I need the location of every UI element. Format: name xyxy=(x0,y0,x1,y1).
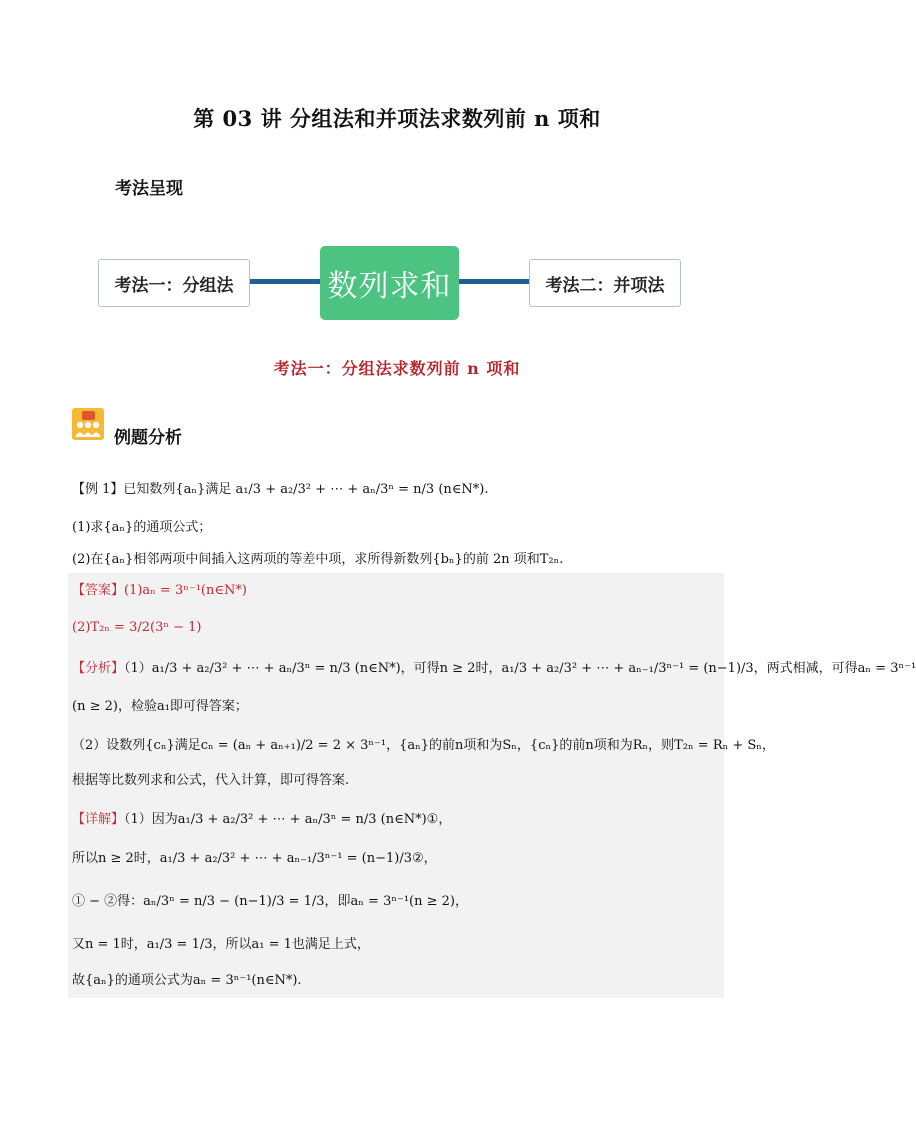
detail-text-1: （1）因为a₁/3 + a₂/3² + ⋯ + aₙ/3ⁿ = n/3 (n∈N*)①， xyxy=(124,812,452,827)
detail-tag: 【详解】 xyxy=(72,812,125,827)
method-section-title: 考法一：分组法求数列前 n 项和 xyxy=(273,359,521,378)
analysis-text-4: 根据等比数列求和公式，代入计算，即可得答案. xyxy=(72,773,350,788)
section-subhead: 考法呈现 xyxy=(115,179,183,199)
answer-tag: 【答案】 xyxy=(72,583,125,598)
answer-2: (2)T₂ₙ = 3/2(3ⁿ − 1) xyxy=(72,620,202,635)
mindmap-node-right: 考法二：并项法 xyxy=(529,259,681,307)
mindmap-node-left: 考法一：分组法 xyxy=(98,259,250,307)
question-2: (2)在{aₙ}相邻两项中间插入这两项的等差中项，求所得新数列{bₙ}的前 2n 项和T₂ₙ. xyxy=(72,552,564,567)
analysis-text-1: （1）a₁/3 + a₂/3² + ⋯ + aₙ/3ⁿ = n/3 (n∈N*)，可得n ≥ 2时，a₁/3 + a₂/3² + ⋯ + aₙ₋₁/3ⁿ⁻¹ = (n−1)/3，两式相减，可得aₙ = 3ⁿ⁻¹ xyxy=(124,661,916,676)
question-1: (1)求{aₙ}的通项公式； xyxy=(72,520,212,535)
analysis-tag: 【分析】 xyxy=(72,661,125,676)
detail-text-2: 所以n ≥ 2时，a₁/3 + a₂/3² + ⋯ + aₙ₋₁/3ⁿ⁻¹ = (n−1)/3②， xyxy=(72,851,437,866)
analysis-line-1 xyxy=(72,659,916,679)
example-analysis-heading: 例题分析 xyxy=(114,428,182,448)
analysis-text-2: (n ≥ 2)，检验a₁即可得答案； xyxy=(72,699,248,714)
detail-text-5: 故{aₙ}的通项公式为aₙ = 3ⁿ⁻¹(n∈N*). xyxy=(72,973,302,988)
answer-line-1 xyxy=(72,581,247,601)
teacher-icon xyxy=(72,408,104,440)
answer-1: (1)aₙ = 3ⁿ⁻¹(n∈N*) xyxy=(124,583,247,598)
detail-text-4: 又n = 1时，a₁/3 = 1/3，所以a₁ = 1也满足上式， xyxy=(72,937,370,952)
mindmap-node-center: 数列求和 xyxy=(320,246,459,320)
example-statement: 【例 1】已知数列{aₙ}满足 a₁/3 + a₂/3² + ⋯ + aₙ/3ⁿ = n/3 (n∈N*). xyxy=(72,482,489,497)
detail-text-3: ① − ②得：aₙ/3ⁿ = n/3 − (n−1)/3 = 1/3，即aₙ = 3ⁿ⁻¹(n ≥ 2)， xyxy=(72,894,468,909)
page-title: 第 03 讲 分组法和并项法求数列前 n 项和 xyxy=(193,106,601,131)
analysis-text-3: （2）设数列{cₙ}满足cₙ = (aₙ + aₙ₊₁)/2 = 2 × 3ⁿ⁻¹，{aₙ}的前n项和为Sₙ，{cₙ}的前n项和为Rₙ，则T₂ₙ = Rₙ + Sₙ， xyxy=(72,738,775,753)
detail-line-1 xyxy=(72,810,451,830)
